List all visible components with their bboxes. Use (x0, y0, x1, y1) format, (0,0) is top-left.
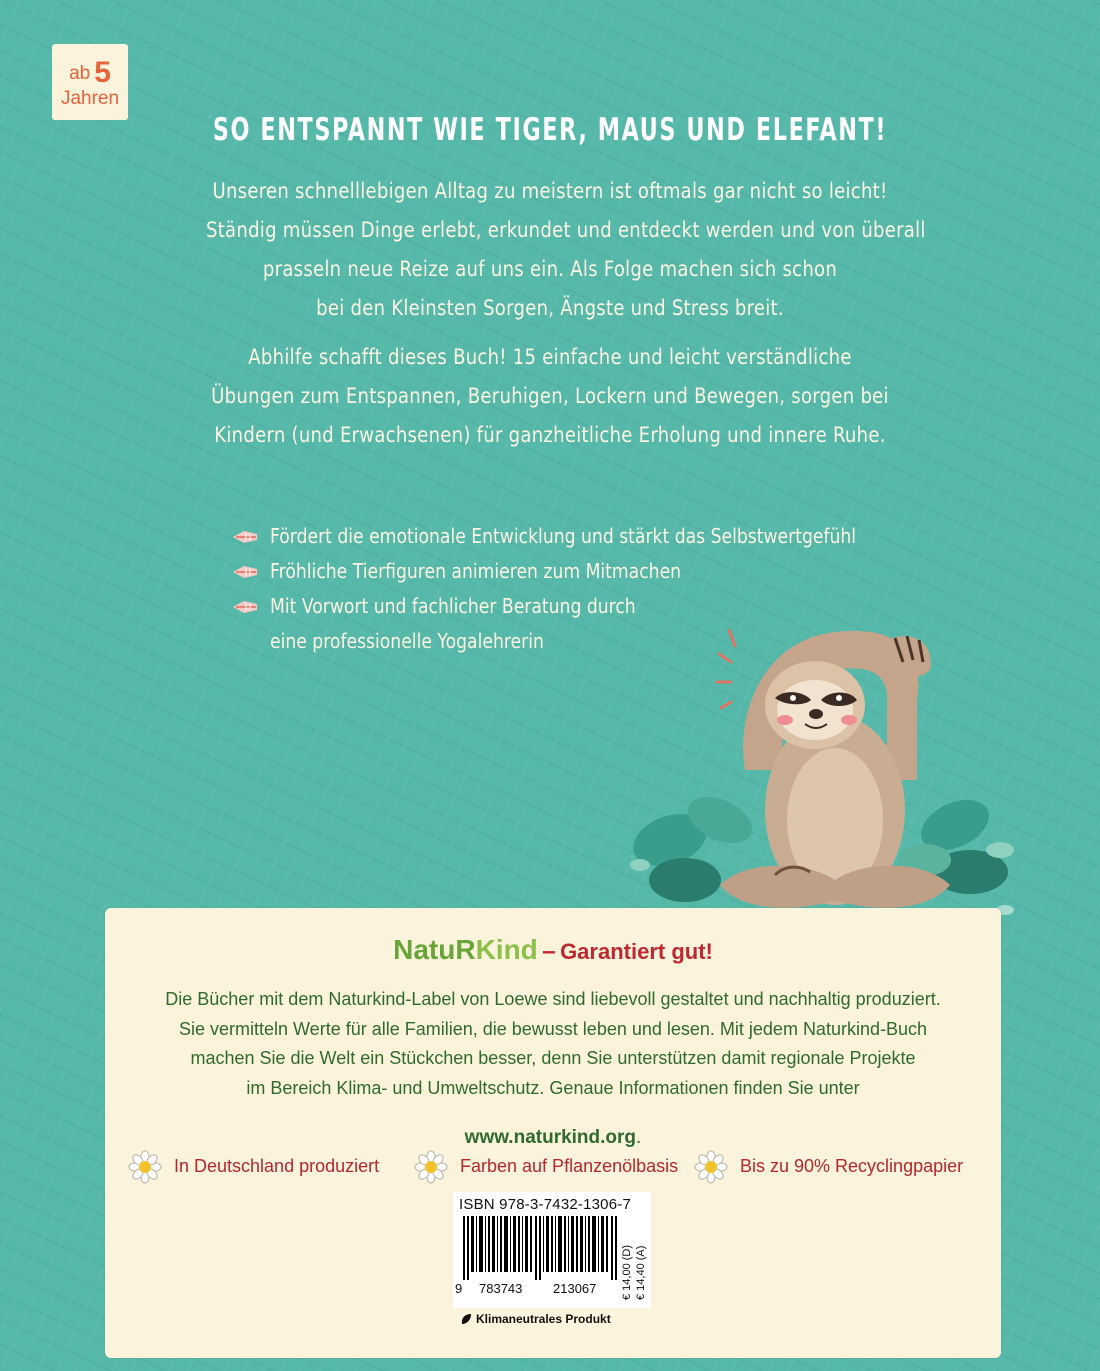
intro-line: Unseren schnelllebigen Alltag zu meistern ist oftmals gar nicht so leicht! (212, 179, 888, 203)
sloth-illustration (625, 610, 1025, 925)
feather-bullet-icon (232, 599, 258, 615)
daisy-icon (128, 1150, 162, 1184)
intro-line: bei den Kleinsten Sorgen, Ängste und Stress breit. (316, 296, 784, 320)
second-line: Abhilfe schafft dieses Buch! 15 einfache und leicht verständliche (248, 345, 852, 369)
daisy-icon (414, 1150, 448, 1184)
second-line: Kindern (und Erwachsenen) für ganzheitliche Erholung und innere Ruhe. (214, 423, 886, 447)
naturkind-logo: NatuRKind (393, 934, 538, 965)
bullet-item (232, 554, 952, 589)
klimaneutral-label: Klimaneutrales Produkt (460, 1312, 611, 1326)
barcode (463, 1216, 619, 1280)
bullet-text: Fröhliche Tierfiguren animieren zum Mitmachen (270, 559, 682, 583)
feature-text: Farben auf Pflanzenölbasis (460, 1156, 679, 1176)
bullet-item (232, 519, 952, 554)
naturkind-url-line: www.naturkind.org. (464, 1127, 642, 1148)
naturkind-body-line: Die Bücher mit dem Naturkind-Label von Loewe sind liebevoll gestaltet und nachhaltig produziert. (165, 989, 941, 1009)
headline: SO ENTSPANNT WIE TIGER, MAUS UND ELEFANT! (212, 112, 888, 148)
bullet-text: Mit Vorwort und fachlicher Beratung durch (270, 594, 636, 618)
price-at: € 14,40 (A) (635, 1245, 647, 1300)
feature-text: Bis zu 90% Recyclingpapier (740, 1156, 964, 1176)
price-block (619, 1216, 649, 1302)
intro-paragraph (150, 172, 950, 328)
bullet-text-continued: eine professionelle Yogalehrerin (270, 629, 544, 653)
isbn-barcode-block: ISBN 978-3-7432-1306-7 9 783743 213067 € 14,00 (D) € 14,40 (A) (453, 1192, 651, 1308)
daisy-icon (694, 1150, 728, 1184)
leaf-icon (460, 1313, 472, 1325)
naturkind-body (125, 985, 981, 1103)
feather-bullet-icon (232, 564, 258, 580)
second-line: Übungen zum Entspannen, Beruhigen, Lockern und Bewegen, sorgen bei (211, 384, 889, 408)
intro-line: Ständig müssen Dinge erlebt, erkundet und entdeckt werden und von überall (206, 218, 926, 242)
age-suffix: Jahren (60, 88, 120, 109)
age-prefix: ab (69, 63, 91, 84)
isbn-label: ISBN 978-3-7432-1306-7 (459, 1196, 632, 1213)
feature-list (128, 1148, 988, 1184)
naturkind-body-line: im Bereich Klima- und Umweltschutz. Genaue Informationen finden Sie unter (246, 1077, 860, 1098)
feature-text: In Deutschland produziert (174, 1156, 380, 1176)
naturkind-title (105, 934, 1001, 966)
naturkind-body-line: machen Sie die Welt ein Stückchen besser, denn Sie unterstützen damit regionale Projekte (190, 1048, 916, 1068)
age-number: 5 (94, 56, 111, 89)
second-paragraph (150, 338, 950, 455)
naturkind-url[interactable]: www.naturkind.org (464, 1127, 637, 1148)
naturkind-box (105, 908, 1001, 1358)
age-badge (52, 44, 128, 120)
naturkind-dash: – (542, 938, 556, 965)
price-de: € 14,00 (D) (621, 1244, 633, 1300)
bullet-text: Fördert die emotionale Entwicklung und stärkt das Selbstwertgefühl (270, 524, 857, 548)
intro-line: prasseln neue Reize auf uns ein. Als Folge machen sich schon (262, 257, 838, 281)
naturkind-body-line: Sie vermitteln Werte für alle Familien, die bewusst leben und lesen. Mit jedem Naturkind-Buch (178, 1018, 927, 1039)
feather-bullet-icon (232, 529, 258, 545)
naturkind-slogan: Garantiert gut! (560, 939, 713, 964)
